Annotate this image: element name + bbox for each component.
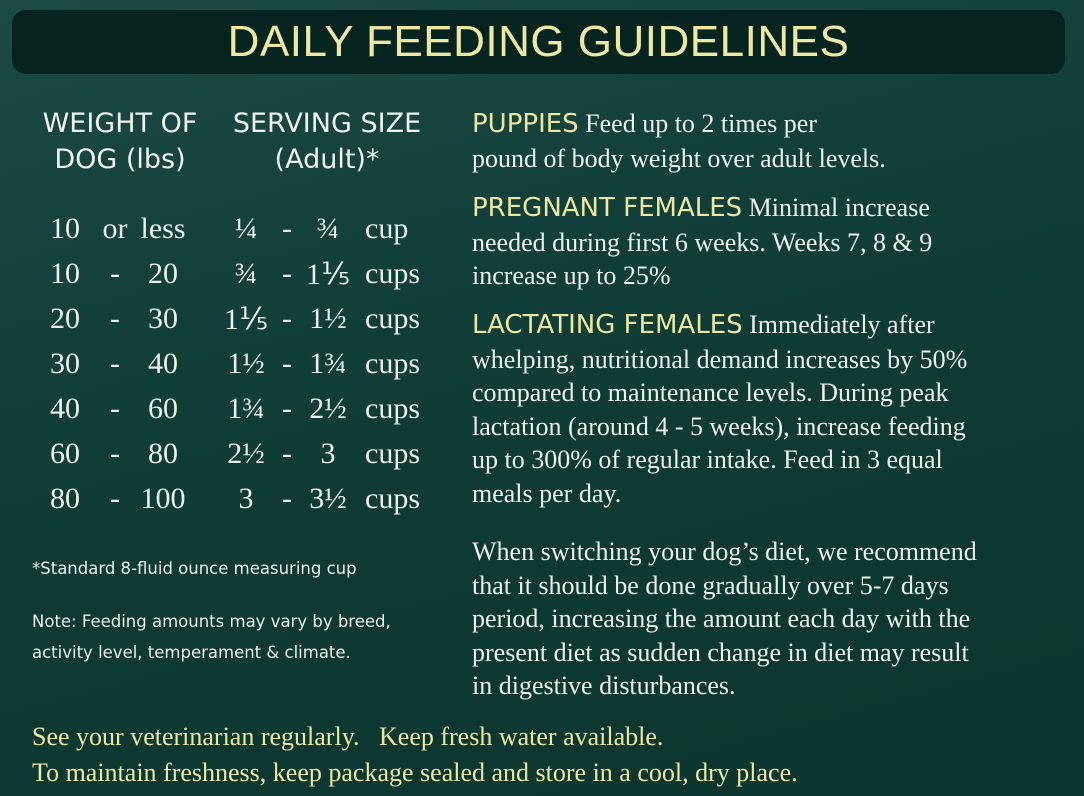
- weight-separator: -: [110, 437, 120, 470]
- serving-unit: cups: [365, 482, 420, 515]
- weight-max: 20: [148, 257, 178, 290]
- weight-min: 60: [50, 437, 80, 470]
- serving-min: 2½: [227, 437, 265, 470]
- serving-separator: -: [282, 257, 292, 290]
- serving-min: 1¾: [227, 392, 265, 425]
- lactating-text-line3: compared to maintenance levels. During peak: [472, 378, 949, 407]
- pregnant-females-section: [472, 191, 1072, 293]
- serving-unit: cups: [365, 257, 420, 290]
- serving-header-line1: SERVING SIZE: [232, 108, 422, 139]
- pregnant-text-line3: increase up to 25%: [472, 261, 671, 290]
- serving-separator: -: [282, 392, 292, 425]
- feeding-note-line2: activity level, temperament & climate.: [32, 643, 351, 662]
- feeding-note: [32, 606, 437, 668]
- serving-min: 3: [238, 482, 254, 515]
- table-row: [0, 212, 440, 257]
- diet-switch-line4: present diet as sudden change in diet may result: [472, 637, 969, 667]
- weight-header-line1: WEIGHT OF: [42, 108, 198, 139]
- serving-min: ¼: [234, 212, 258, 245]
- serving-min: 1⅕: [223, 303, 269, 336]
- feeding-note-line1: Note: Feeding amounts may vary by breed,: [32, 612, 391, 631]
- diet-switch-section: [472, 535, 1072, 703]
- table-row: [0, 302, 440, 347]
- serving-max: 1¾: [309, 347, 347, 380]
- serving-max: 1½: [309, 302, 347, 335]
- storage-note: To maintain freshness, keep package sealed and store in a cool, dry place.: [32, 758, 798, 787]
- weight-max: 40: [148, 347, 178, 380]
- pregnant-text-line1: Minimal increase: [742, 193, 930, 222]
- weight-max: 30: [148, 302, 178, 335]
- serving-max: 3: [320, 437, 336, 470]
- weight-min: 10: [50, 257, 80, 290]
- serving-max: 1⅕: [305, 258, 351, 291]
- weight-min: 20: [50, 302, 80, 335]
- weight-min: 30: [50, 347, 80, 380]
- diet-switch-line5: in digestive disturbances.: [472, 671, 736, 700]
- puppies-text-line1: Feed up to 2 times per: [578, 109, 817, 138]
- serving-unit: cups: [365, 347, 420, 380]
- weight-separator: -: [110, 392, 120, 425]
- diet-switch-line3: period, increasing the amount each day with the: [472, 604, 971, 633]
- lactating-text-line5: up to 300% of regular intake. Feed in 3 equal: [472, 445, 943, 474]
- serving-unit: cups: [365, 392, 420, 425]
- vet-water-note: See your veterinarian regularly. Keep fresh water available.: [32, 722, 664, 751]
- puppies-text-line2: pound of body weight over adult levels.: [472, 143, 886, 173]
- serving-max: 3½: [309, 482, 347, 515]
- table-row: [0, 347, 440, 392]
- weight-separator: -: [110, 482, 120, 515]
- serving-separator: -: [282, 482, 292, 515]
- cup-footnote: *Standard 8-fluid ounce measuring cup: [32, 559, 357, 578]
- weight-min: 80: [50, 482, 80, 515]
- serving-max: 2½: [309, 392, 347, 425]
- lactating-text-line4: lactation (around 4 - 5 weeks), increase feeding: [472, 411, 966, 441]
- weight-max: 60: [148, 392, 178, 425]
- page-title: DAILY FEEDING GUIDELINES: [227, 17, 850, 66]
- weight-header-line2: DOG (lbs): [54, 144, 186, 175]
- weight-min: 10: [50, 212, 80, 245]
- table-row: [0, 392, 440, 437]
- weight-max: 80: [148, 437, 178, 470]
- serving-unit: cup: [365, 212, 409, 245]
- table-row: [0, 482, 440, 527]
- lactating-text-line2: whelping, nutritional demand increases by 50%: [472, 344, 968, 374]
- serving-unit: cups: [365, 302, 420, 335]
- weight-separator: -: [110, 257, 120, 290]
- lactating-text-line1: Immediately after: [742, 310, 935, 339]
- serving-separator: -: [282, 437, 292, 470]
- weight-separator: or: [102, 212, 128, 245]
- table-row: [0, 437, 440, 482]
- serving-min: ¾: [234, 257, 258, 290]
- title-banner: [12, 10, 1065, 74]
- weight-max: 100: [140, 482, 186, 515]
- pregnant-text-line2: needed during first 6 weeks. Weeks 7, 8 & 9: [472, 227, 933, 257]
- weight-column-header: [30, 106, 210, 178]
- weight-separator: -: [110, 302, 120, 335]
- weight-min: 40: [50, 392, 80, 425]
- lactating-text-line6: meals per day.: [472, 478, 622, 508]
- lactating-heading: LACTATING FEMALES: [472, 310, 743, 340]
- puppies-section: [472, 107, 1072, 175]
- diet-switch-line2: that it should be done gradually over 5-7 days: [472, 570, 949, 600]
- table-row: [0, 257, 440, 302]
- serving-separator: -: [282, 347, 292, 380]
- serving-min: 1½: [227, 347, 265, 380]
- puppies-heading: PUPPIES: [472, 109, 579, 139]
- lactating-females-section: [472, 308, 1072, 510]
- pregnant-heading: PREGNANT FEMALES: [472, 193, 743, 223]
- diet-switch-line1: When switching your dog’s diet, we recommend: [472, 537, 977, 566]
- serving-separator: -: [282, 302, 292, 335]
- serving-max: ¾: [316, 212, 340, 245]
- weight-max: less: [140, 212, 186, 245]
- serving-unit: cups: [365, 437, 420, 470]
- weight-separator: -: [110, 347, 120, 380]
- serving-header-line2: (Adult)*: [274, 144, 380, 175]
- serving-separator: -: [282, 212, 292, 245]
- serving-column-header: [222, 106, 432, 178]
